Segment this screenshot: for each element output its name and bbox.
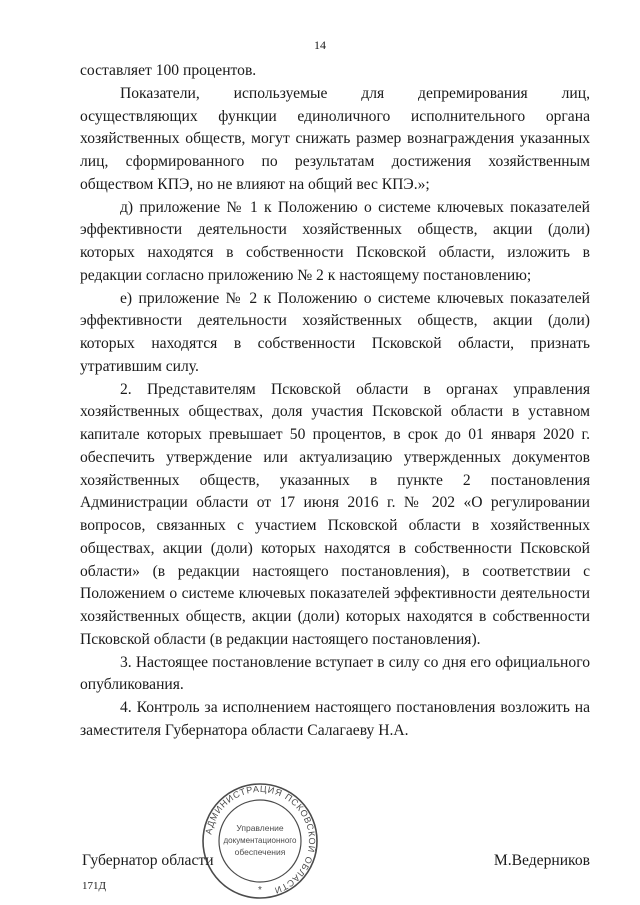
stamp-line-3: обеспечения: [234, 847, 286, 857]
document-code: 171Д: [82, 880, 107, 892]
document-body: [80, 60, 590, 743]
paragraph-item-e: е) приложение № 2 к Положению о системе ключевых показателей эффективности деятельности хозяйственных обществ, акции (доли) которых находятся в собственности Псковской области, признать утратившим силу.: [80, 289, 590, 375]
stamp-line-1: Управление: [236, 823, 284, 833]
paragraph-clause-4: 4. Контроль за исполнением настоящего постановления возложить на заместителя Губернатора области Салагаеву Н.А.: [80, 699, 590, 739]
paragraph-item-d: д) приложение № 1 к Положению о системе ключевых показателей эффективности деятельности хозяйственных обществ, акции (доли) которых находятся в собственности Псковской области, изложить в редакции согласно приложению № 2 к настоящему постановлению;: [80, 198, 590, 284]
signature-name: М.Ведерников: [493, 852, 590, 869]
official-stamp: [200, 781, 320, 901]
stamp-star-icon: *: [258, 885, 262, 896]
paragraph-indicators: Показатели, используемые для депремирования лиц, осуществляющих функции единоличного исполнительного органа хозяйственных обществ, могут снижать размер вознаграждения указанных лиц, сформированного по результатам достижения хозяйственным обществом КПЭ, но не влияют на общий вес КПЭ.»;: [80, 84, 590, 193]
paragraph-clause-3: 3. Настоящее постановление вступает в силу со дня его официального опубликования.: [80, 653, 590, 694]
stamp-outer-text: АДМИНИСТРАЦИЯ ПСКОВСКОЙ ОБЛАСТИ: [203, 783, 318, 896]
signature-role: Губернатор области: [82, 852, 214, 869]
page-number: 14: [314, 38, 326, 52]
stamp-line-2: документационного: [223, 836, 297, 845]
paragraph-continuation: составляет 100 процентов.: [80, 62, 257, 79]
paragraph-clause-2: 2. Представителям Псковской области в органах управления хозяйственных обществах, доля участия Псковской области в уставном капитале которых превышает 50 процентов, в срок до 01 января 2020 г. обеспечить утверждение или актуализацию утвержденных документов хозяйственных обществ, указанных в пункте 2 постановления Администрации области от 17 июня 2016 г. № 202 «О регулировании вопросов, связанных с участием Псковской области в хозяйственных обществах, акции (доли) которых находятся в собственности Псковской области» (в редакции настоящего постановления), в соответствии с Положением о системе ключевых показателей эффективности деятельности хозяйственных обществ, акции (доли) которых находятся в собственности Псковской области (в редакции настоящего постановления).: [80, 380, 590, 648]
